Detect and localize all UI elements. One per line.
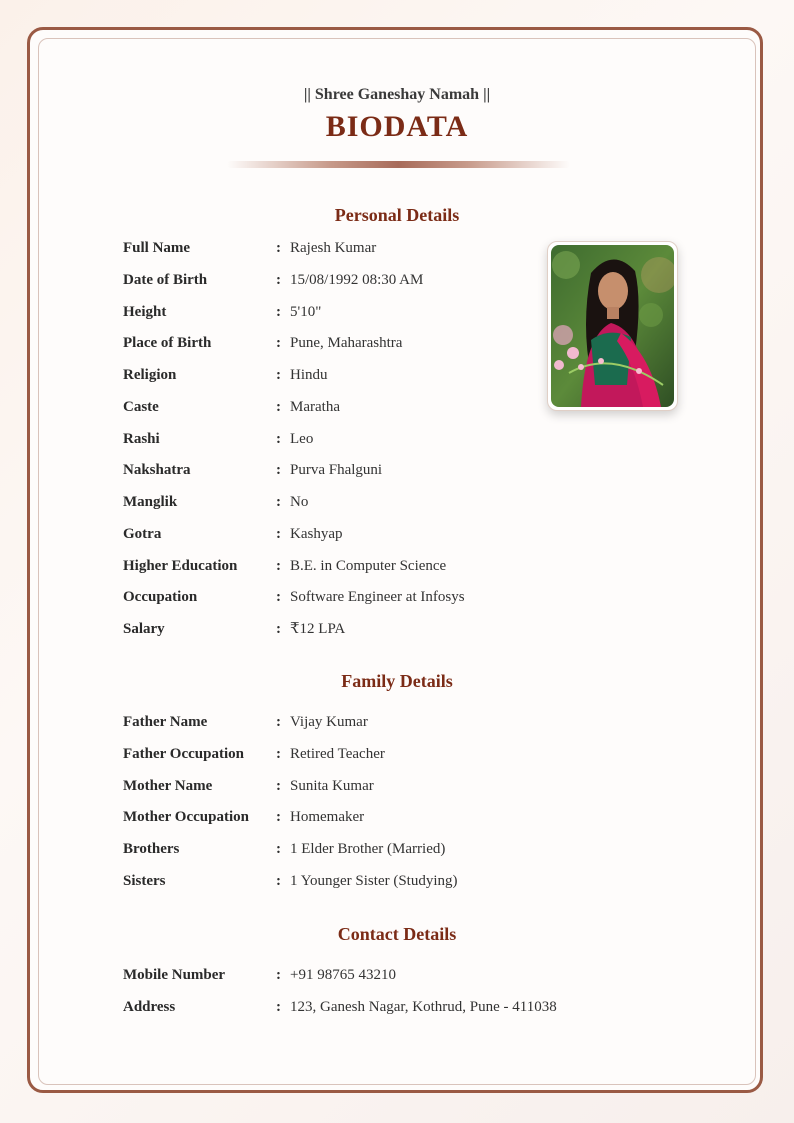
detail-value: Sunita Kumar — [290, 777, 374, 794]
detail-label: Place of Birth — [123, 335, 212, 352]
title-divider — [227, 161, 570, 168]
page-title: BIODATA — [325, 110, 469, 143]
detail-value: 1 Younger Sister (Studying) — [290, 873, 458, 889]
detail-label: Manglik — [123, 494, 178, 510]
detail-value: Vijay Kumar — [290, 714, 368, 730]
detail-label: Mobile Number — [123, 967, 226, 983]
detail-label: Date of Birth — [123, 271, 208, 288]
detail-value: Kashyap — [290, 525, 343, 542]
detail-value: Leo — [290, 430, 314, 447]
detail-label: Brothers — [123, 841, 180, 858]
detail-value: +91 98765 43210 — [290, 967, 396, 983]
detail-separator: : — [276, 525, 281, 542]
detail-value: 5'10" — [290, 303, 322, 320]
section-title-contact: Contact Details — [337, 924, 457, 944]
detail-value: Rajesh Kumar — [290, 240, 377, 256]
detail-value: 1 Elder Brother (Married) — [290, 841, 446, 858]
detail-separator: : — [276, 494, 281, 510]
detail-label: Occupation — [123, 589, 198, 606]
detail-label: Address — [123, 999, 176, 1015]
detail-separator: : — [276, 621, 281, 637]
detail-label: Full Name — [123, 240, 191, 256]
detail-separator: : — [276, 557, 281, 574]
detail-separator: : — [276, 240, 281, 256]
detail-value: ₹12 LPA — [290, 621, 346, 637]
detail-separator: : — [276, 335, 281, 352]
detail-separator: : — [276, 462, 281, 479]
detail-value: Maratha — [290, 398, 340, 415]
detail-label: Gotra — [123, 525, 162, 542]
detail-label: Mother Occupation — [123, 809, 249, 826]
detail-value: Pune, Maharashtra — [290, 335, 403, 352]
detail-label: Height — [123, 303, 167, 320]
detail-separator: : — [276, 873, 281, 889]
detail-label: Rashi — [123, 430, 160, 447]
detail-label: Father Name — [123, 714, 208, 730]
detail-separator: : — [276, 589, 281, 606]
detail-value: 15/08/1992 08:30 AM — [290, 271, 424, 288]
detail-label: Father Occupation — [123, 745, 244, 762]
detail-separator: : — [276, 714, 281, 730]
detail-label: Higher Education — [123, 557, 238, 574]
detail-separator: : — [276, 271, 281, 288]
section-title-family: Family Details — [341, 671, 453, 691]
detail-value: B.E. in Computer Science — [290, 557, 447, 574]
section-title-personal: Personal Details — [334, 205, 460, 225]
detail-separator: : — [276, 745, 281, 762]
detail-separator: : — [276, 967, 281, 983]
detail-separator: : — [276, 841, 281, 858]
detail-separator: : — [276, 809, 281, 826]
detail-value: Homemaker — [290, 809, 365, 826]
detail-label: Mother Name — [123, 777, 213, 794]
detail-label: Salary — [123, 621, 165, 637]
detail-separator: : — [276, 398, 281, 415]
detail-label: Sisters — [123, 873, 166, 889]
detail-value: Software Engineer at Infosys — [290, 589, 465, 606]
detail-value: Purva Fhalguni — [290, 462, 383, 479]
detail-value: Hindu — [290, 367, 328, 383]
detail-label: Religion — [123, 367, 177, 383]
detail-label: Caste — [123, 398, 159, 415]
detail-separator: : — [276, 303, 281, 320]
detail-separator: : — [276, 367, 281, 383]
portrait-image — [551, 245, 674, 407]
profile-photo — [547, 241, 678, 411]
detail-separator: : — [276, 999, 281, 1015]
detail-separator: : — [276, 777, 281, 794]
detail-value: Retired Teacher — [290, 745, 385, 762]
detail-value: 123, Ganesh Nagar, Kothrud, Pune - 411038 — [290, 999, 557, 1015]
detail-label: Nakshatra — [123, 462, 191, 479]
detail-value: No — [290, 494, 309, 510]
detail-separator: : — [276, 430, 281, 447]
invocation-text: || Shree Ganeshay Namah || — [303, 86, 491, 103]
